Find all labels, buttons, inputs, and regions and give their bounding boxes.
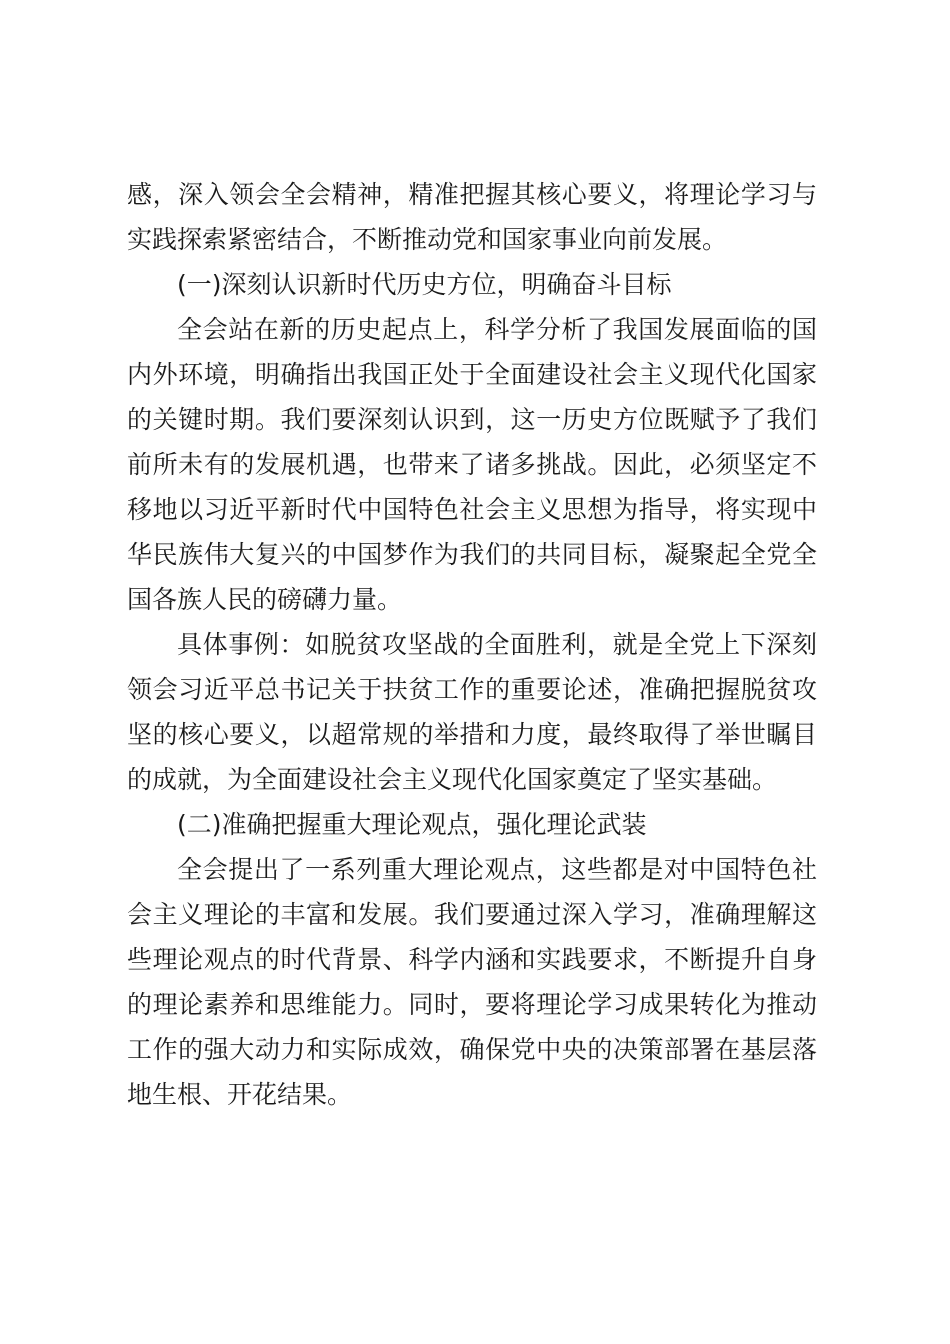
- paragraph-historical-position: [127, 307, 817, 622]
- section-heading-1: [127, 262, 817, 307]
- heading-text: (二)准确把握重大理论观点，强化理论武装: [177, 810, 647, 839]
- paragraph-theory: [127, 847, 817, 1117]
- paragraph-continuation: [127, 172, 817, 262]
- text-line: 内外环境，明确指出我国正处于全面建设社会主义现代化国家: [127, 360, 817, 389]
- text-line: 华民族伟大复兴的中国梦作为我们的共同目标，凝聚起全党全: [127, 540, 817, 569]
- text-line: 坚的核心要义，以超常规的举措和力度，最终取得了举世瞩目: [127, 720, 817, 749]
- heading-text: (一)深刻认识新时代历史方位，明确奋斗目标: [177, 270, 672, 299]
- section-heading-2: [127, 802, 817, 847]
- text-line: 的理论素养和思维能力。同时，要将理论学习成果转化为推动: [127, 990, 817, 1019]
- text-line: 的关键时期。我们要深刻认识到，这一历史方位既赋予了我们: [127, 405, 817, 434]
- text-line: 全会站在新的历史起点上，科学分析了我国发展面临的国: [177, 315, 817, 344]
- text-line: 的成就，为全面建设社会主义现代化国家奠定了坚实基础。: [127, 765, 778, 794]
- text-line: 会主义理论的丰富和发展。我们要通过深入学习，准确理解这: [127, 900, 817, 929]
- paragraph-example: [127, 622, 817, 802]
- text-line: 全会提出了一系列重大理论观点，这些都是对中国特色社: [177, 855, 817, 884]
- text-line: 些理论观点的时代背景、科学内涵和实践要求，不断提升自身: [127, 945, 817, 974]
- text-line: 地生根、开花结果。: [127, 1080, 353, 1109]
- text-line: 移地以习近平新时代中国特色社会主义思想为指导，将实现中: [127, 495, 817, 524]
- text-line: 感，深入领会全会精神，精准把握其核心要义，将理论学习与: [127, 180, 817, 209]
- text-line: 实践探索紧密结合，不断推动党和国家事业向前发展。: [127, 225, 728, 254]
- text-line: 具体事例：如脱贫攻坚战的全面胜利，就是全党上下深刻: [177, 630, 817, 659]
- text-line: 工作的强大动力和实际成效，确保党中央的决策部署在基层落: [127, 1035, 817, 1064]
- document-body: [127, 172, 817, 1117]
- text-line: 前所未有的发展机遇，也带来了诸多挑战。因此，必须坚定不: [127, 450, 817, 479]
- text-line: 国各族人民的磅礴力量。: [127, 585, 403, 614]
- text-line: 领会习近平总书记关于扶贫工作的重要论述，准确把握脱贫攻: [127, 675, 817, 704]
